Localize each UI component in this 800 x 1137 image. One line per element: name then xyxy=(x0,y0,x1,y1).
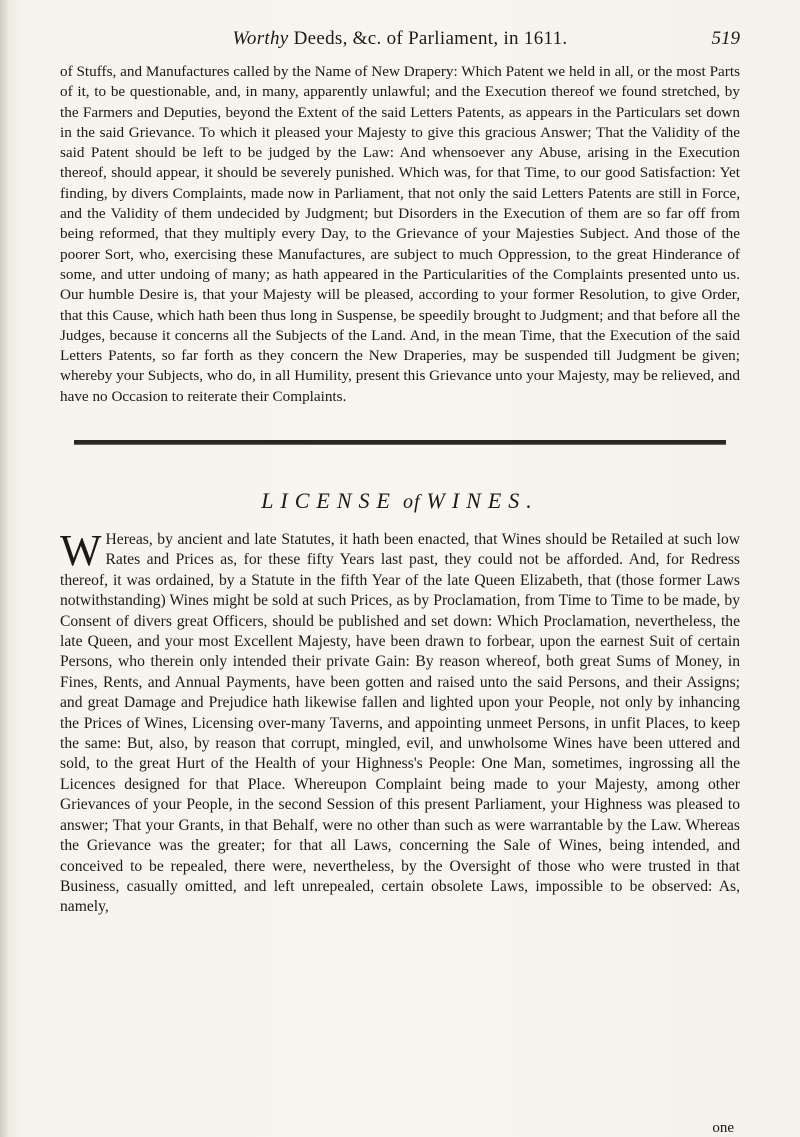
page-number: 519 xyxy=(711,28,740,49)
running-head xyxy=(60,28,740,50)
paragraph-text: of Stuffs, and Manufactures called by the Name of New Drapery: Which Patent we held in all, or the most Parts of it, to be questionable, and, in many, apparently unlawful; and the Execution thereof we found stretched, by the Farmers and Deputies, beyond the Extent of the said Letters Patents, as appears in the Particulars set down in the said Grievance. To which it pleased your Majesty to give this gracious Answer; That the Validity of the said Patent should be left to be judged by the Law: And whensoever any Abuse, arising in the Execution thereof, should appear, it should be severely punished. Which was, for that Time, to our good Satisfaction: Yet finding, by divers Complaints, made now in Parliament, that not only the said Letters Patents are still in Force, and the Validity of them undecided by Judgment; but Disorders in the Execution of them are so far off from being reformed, that they multiply every Day, to the Grievance of your Majesties Subject. And those of the poorer Sort, who, exercising these Manufactures, are subject to much Oppression, to the great Hinderance of some, and utter undoing of many; as hath appeared in the Particularities of the Complaints presented unto us. Our humble Desire is, that your Majesty will be pleased, according to your former Resolution, to give Order, that this Cause, which hath been thus long in Suspense, be speedily brought to Judgment; and that before all the Judges, because it concerns all the Subjects of the Land. And, in the mean Time, that the Execution of the said Letters Patents, so far forth as they concern the New Draperies, may be suspended till Judgment be given; whereby your Subjects, who do, in all Humility, present this Grievance unto your Majesty, may be relieved, and have no Occasion to reiterate their Complaints. xyxy=(60,63,740,405)
section-title-wines: WINES. xyxy=(426,488,539,513)
section-title-of: of xyxy=(402,491,421,513)
paragraph-new-drapery xyxy=(60,62,740,407)
drop-cap: W xyxy=(60,526,102,575)
running-head-rest: Deeds, &c. of Parliament, in 1611. xyxy=(288,28,568,49)
paragraph-license-of-wines xyxy=(60,526,740,918)
paragraph-text: Hereas, by ancient and late Statutes, it hath been enacted, that Wines should be Retailed at such low Rates and Prices as, for these fifty Years last past, they could not be afforded. And, for Redress thereof, it was ordained, by a Statute in the fifth Year of the late Queen Elizabeth, that (those former Laws notwithstanding) Wines might be sold at such Prices, as by Proclamation, from Time to Time to be made, by Consent of divers great Officers, should be published and set down: Which Proclamation, nevertheless, the late Queen, and your most Excellent Majesty, have been drawn to forbear, upon the earnest Suit of certain Persons, who therein only intended their private Gain: By reason whereof, both great Sums of Money, in Fines, Rents, and Annual Payments, have been gotten and raised unto the said Persons, and their Assigns; and great Damage and Prejudice hath likewise fallen and lighted upon your People, not only by inhancing the Prices of Wines, Licensing over-many Taverns, and appointing unmeet Persons, in unfit Places, to keep the same: But, also, by reason that corrupt, mingled, evil, and unwholsome Wines have been uttered and sold, to the great Hurt of the Health of your Highness's People: One Man, sometimes, ingrossing all the Licences designed for that Place. Whereupon Complaint being made to your Majesty, among other Grievances of your People, in the second Session of this present Parliament, your Highness was pleased to answer; That your Grants, in that Behalf, were no other than such as were warrantable by the Law. Whereas the Grievance was the greater; for that all Laws, concerning the Sale of Wines, being intended, and conceived to be repealed, there were, nevertheless, by the Oversight of those who were trusted in that Business, casually omitted, and left unrepealed, certain obsolete Laws, impossible to be observed: As, namely, xyxy=(60,531,740,916)
section-title-license: LICENSE xyxy=(261,488,397,513)
section-title xyxy=(60,488,740,514)
catchword: one xyxy=(712,1120,734,1136)
page-header xyxy=(60,28,740,58)
section-divider-rule xyxy=(74,440,726,445)
page-gutter-edge xyxy=(0,0,8,1137)
running-head-italic: Worthy xyxy=(232,28,289,49)
